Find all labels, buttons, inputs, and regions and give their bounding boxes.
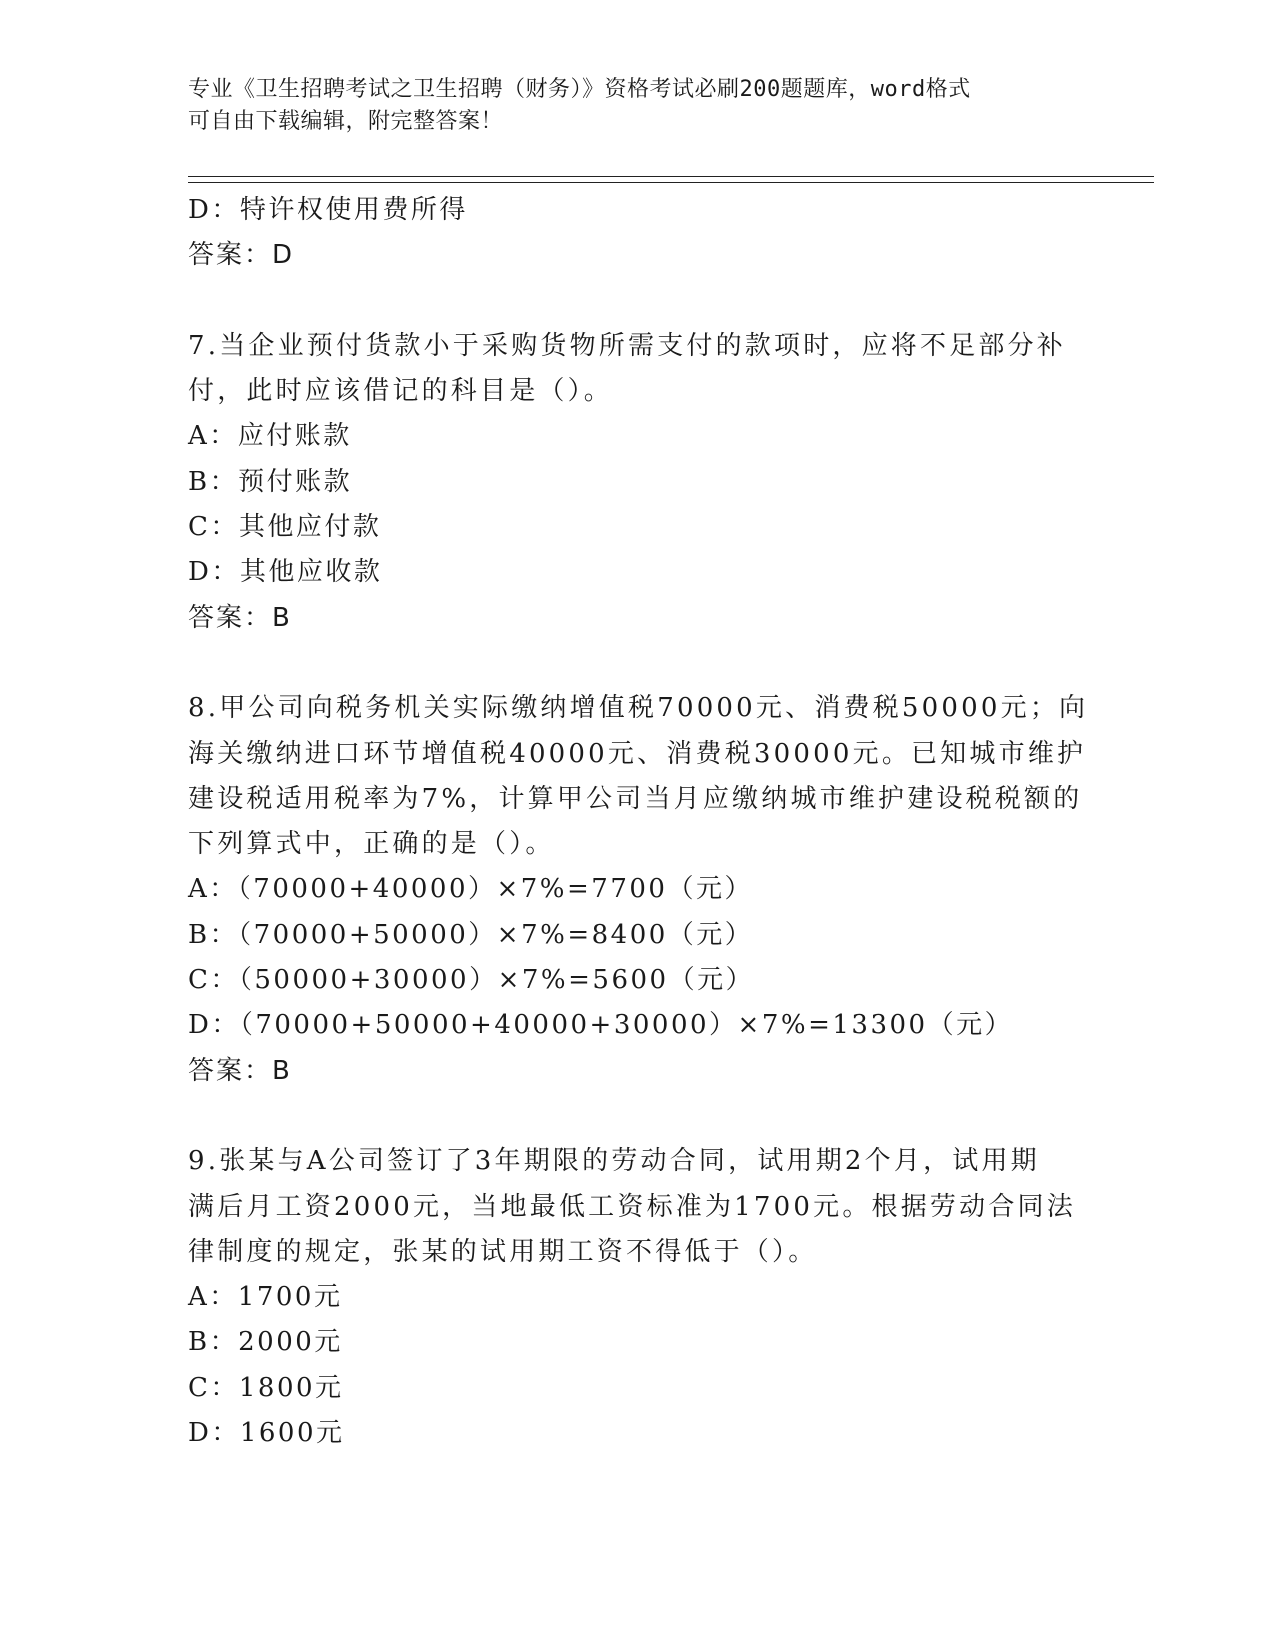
q9-stem-line-1: 9.张某与A公司签订了3年期限的劳动合同，试用期2个月，试用期 (188, 1146, 1040, 1177)
header-rule-bottom (188, 182, 1154, 183)
q8-stem-line-3: 建设税适用税率为7%，计算甲公司当月应缴纳城市维护建设税税额的 (188, 783, 1083, 814)
q8-option-d: D：（70000+50000+40000+30000）×7%=13300（元） (188, 1010, 1014, 1041)
q8-stem-line-4: 下列算式中，正确的是（）。 (188, 829, 555, 860)
q7-stem-line-2: 付，此时应该借记的科目是（）。 (188, 376, 614, 407)
spacer (188, 1094, 1068, 1139)
q8-stem-line-2: 海关缴纳进口环节增值税40000元、消费税30000元。已知城市维护 (188, 738, 1087, 769)
q8-option-b: B：（70000+50000）×7%=8400（元） (188, 919, 754, 950)
q8-answer: 答案：B (188, 1055, 292, 1086)
question-9 (188, 1139, 1076, 1456)
q8-option-a: A：（70000+40000）×7%=7700（元） (188, 874, 753, 905)
q7-stem-line-1: 7.当企业预付货款小于采购货物所需支付的款项时，应将不足部分补 (188, 330, 1067, 361)
q9-option-d: D：1600元 (188, 1418, 345, 1449)
header-title-line-1: 专业《卫生招聘考试之卫生招聘（财务）》资格考试必刷200题题库，word格式 (188, 77, 971, 102)
q8-stem-line-1: 8.甲公司向税务机关实际缴纳增值税70000元、消费税50000元；向 (188, 693, 1089, 724)
q9-option-a: A：1700元 (188, 1282, 343, 1313)
question-8 (188, 686, 1089, 1094)
q7-option-a: A：应付账款 (188, 421, 352, 452)
q7-option-c: C：其他应付款 (188, 512, 382, 543)
q7-option-b: B：预付账款 (188, 466, 353, 497)
q9-stem-line-2: 满后月工资2000元，当地最低工资标准为1700元。根据劳动合同法 (188, 1191, 1076, 1222)
q7-option-d: D：其他应收款 (188, 557, 383, 588)
q7-answer: 答案：B (188, 602, 292, 633)
question-7 (188, 324, 1068, 641)
q9-stem-line-3: 律制度的规定，张某的试用期工资不得低于（）。 (188, 1236, 818, 1267)
q8-option-c: C：（50000+30000）×7%=5600（元） (188, 965, 755, 996)
header-title-line-2: 可自由下载编辑，附完整答案！ (188, 109, 504, 134)
spacer (188, 641, 1068, 686)
header-rule-top (188, 176, 1154, 177)
q9-option-b: B：2000元 (188, 1327, 343, 1358)
document-header (188, 74, 1068, 138)
q9-option-c: C：1800元 (188, 1372, 344, 1403)
prev-option-d: D：特许权使用费所得 (188, 195, 468, 225)
question-content (188, 188, 1089, 1456)
spacer (188, 279, 1068, 324)
prev-answer: 答案：D (188, 240, 295, 271)
